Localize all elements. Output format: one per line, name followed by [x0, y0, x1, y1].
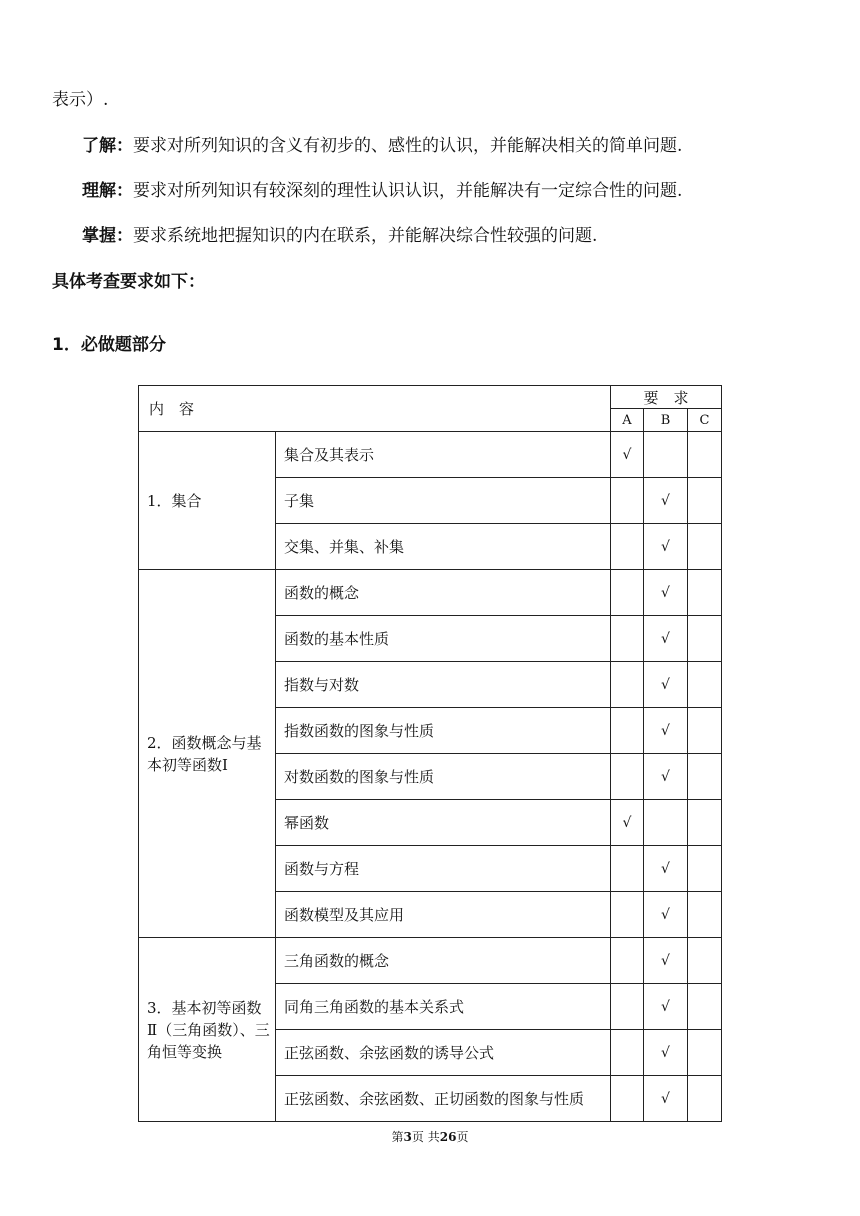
level-c-mark — [688, 984, 722, 1030]
topic-cell: 1．集合 — [139, 432, 276, 570]
level-a-mark: √ — [611, 432, 644, 478]
definition-text: 要求对所列知识的含义有初步的、感性的认识，并能解决相关的简单问题. — [133, 136, 683, 156]
definition-understand-basic — [82, 134, 682, 158]
level-a-mark — [611, 570, 644, 616]
level-b-mark — [644, 432, 688, 478]
level-c-mark — [688, 662, 722, 708]
level-b-mark: √ — [644, 754, 688, 800]
definition-colon: ： — [116, 136, 133, 156]
page-footer — [0, 1128, 860, 1145]
item-name-cell: 指数函数的图象与性质 — [276, 708, 611, 754]
level-c-mark — [688, 570, 722, 616]
item-name-cell: 函数模型及其应用 — [276, 892, 611, 938]
definition-comprehend — [82, 179, 682, 203]
level-b-mark: √ — [644, 570, 688, 616]
definition-colon: ： — [116, 181, 133, 201]
level-a-mark — [611, 984, 644, 1030]
footer-total-pages: 26 — [439, 1130, 457, 1144]
table-row — [139, 938, 722, 984]
level-b-mark: √ — [644, 938, 688, 984]
definition-term: 理解 — [82, 181, 116, 201]
level-a-mark — [611, 708, 644, 754]
item-name-cell: 指数与对数 — [276, 662, 611, 708]
level-b-mark: √ — [644, 846, 688, 892]
item-name-cell: 同角三角函数的基本关系式 — [276, 984, 611, 1030]
footer-prefix: 第 — [391, 1130, 404, 1144]
footer-suffix: 页 — [456, 1130, 469, 1144]
level-c-mark — [688, 754, 722, 800]
item-name-cell: 正弦函数、余弦函数的诱导公式 — [276, 1030, 611, 1076]
intro-continuation: 表示）. — [52, 90, 109, 110]
header-requirement: 要 求 — [611, 386, 722, 409]
level-a-mark — [611, 524, 644, 570]
footer-page-number: 3 — [403, 1130, 412, 1144]
level-c-mark — [688, 524, 722, 570]
section-title: 1．必做题部分 — [52, 335, 166, 355]
item-name-cell: 对数函数的图象与性质 — [276, 754, 611, 800]
level-a-mark — [611, 662, 644, 708]
level-b-mark: √ — [644, 616, 688, 662]
definition-text: 要求对所列知识有较深刻的理性认识认识，并能解决有一定综合性的问题. — [133, 181, 683, 201]
topic-cell: 3．基本初等函数Ⅱ（三角函数）、三角恒等变换 — [139, 938, 276, 1122]
item-name-cell: 函数与方程 — [276, 846, 611, 892]
item-name-cell: 幂函数 — [276, 800, 611, 846]
item-name-cell: 正弦函数、余弦函数、正切函数的图象与性质 — [276, 1076, 611, 1122]
item-name-cell: 交集、并集、补集 — [276, 524, 611, 570]
level-a-mark: √ — [611, 800, 644, 846]
topic-cell: 2．函数概念与基本初等函数Ⅰ — [139, 570, 276, 938]
level-c-mark — [688, 1030, 722, 1076]
level-b-mark: √ — [644, 1030, 688, 1076]
level-a-mark — [611, 754, 644, 800]
level-a-mark — [611, 892, 644, 938]
subheading: 具体考查要求如下： — [52, 272, 205, 292]
level-b-mark — [644, 800, 688, 846]
definition-master — [82, 224, 597, 248]
definition-colon: ： — [116, 226, 133, 246]
level-c-mark — [688, 800, 722, 846]
table-row — [139, 570, 722, 616]
header-content: 内 容 — [139, 386, 611, 432]
level-b-mark: √ — [644, 478, 688, 524]
footer-mid: 页 共 — [411, 1130, 440, 1144]
item-name-cell: 集合及其表示 — [276, 432, 611, 478]
level-c-mark — [688, 432, 722, 478]
definition-text: 要求系统地把握知识的内在联系，并能解决综合性较强的问题. — [133, 226, 598, 246]
level-a-mark — [611, 616, 644, 662]
item-name-cell: 子集 — [276, 478, 611, 524]
item-name-cell: 三角函数的概念 — [276, 938, 611, 984]
level-c-mark — [688, 938, 722, 984]
level-a-mark — [611, 1076, 644, 1122]
item-name-cell: 函数的概念 — [276, 570, 611, 616]
level-b-header: B — [644, 409, 688, 432]
definition-term: 掌握 — [82, 226, 116, 246]
level-b-mark: √ — [644, 662, 688, 708]
level-c-header: C — [688, 409, 722, 432]
level-b-mark: √ — [644, 984, 688, 1030]
level-c-mark — [688, 616, 722, 662]
level-b-mark: √ — [644, 892, 688, 938]
definition-term: 了解 — [82, 136, 116, 156]
level-b-mark: √ — [644, 524, 688, 570]
level-a-mark — [611, 938, 644, 984]
level-c-mark — [688, 1076, 722, 1122]
level-a-header: A — [611, 409, 644, 432]
level-c-mark — [688, 708, 722, 754]
level-c-mark — [688, 846, 722, 892]
level-b-mark: √ — [644, 708, 688, 754]
level-c-mark — [688, 892, 722, 938]
level-a-mark — [611, 1030, 644, 1076]
level-a-mark — [611, 478, 644, 524]
table-row — [139, 432, 722, 478]
requirements-table — [138, 385, 722, 1122]
level-b-mark: √ — [644, 1076, 688, 1122]
item-name-cell: 函数的基本性质 — [276, 616, 611, 662]
level-a-mark — [611, 846, 644, 892]
level-c-mark — [688, 478, 722, 524]
